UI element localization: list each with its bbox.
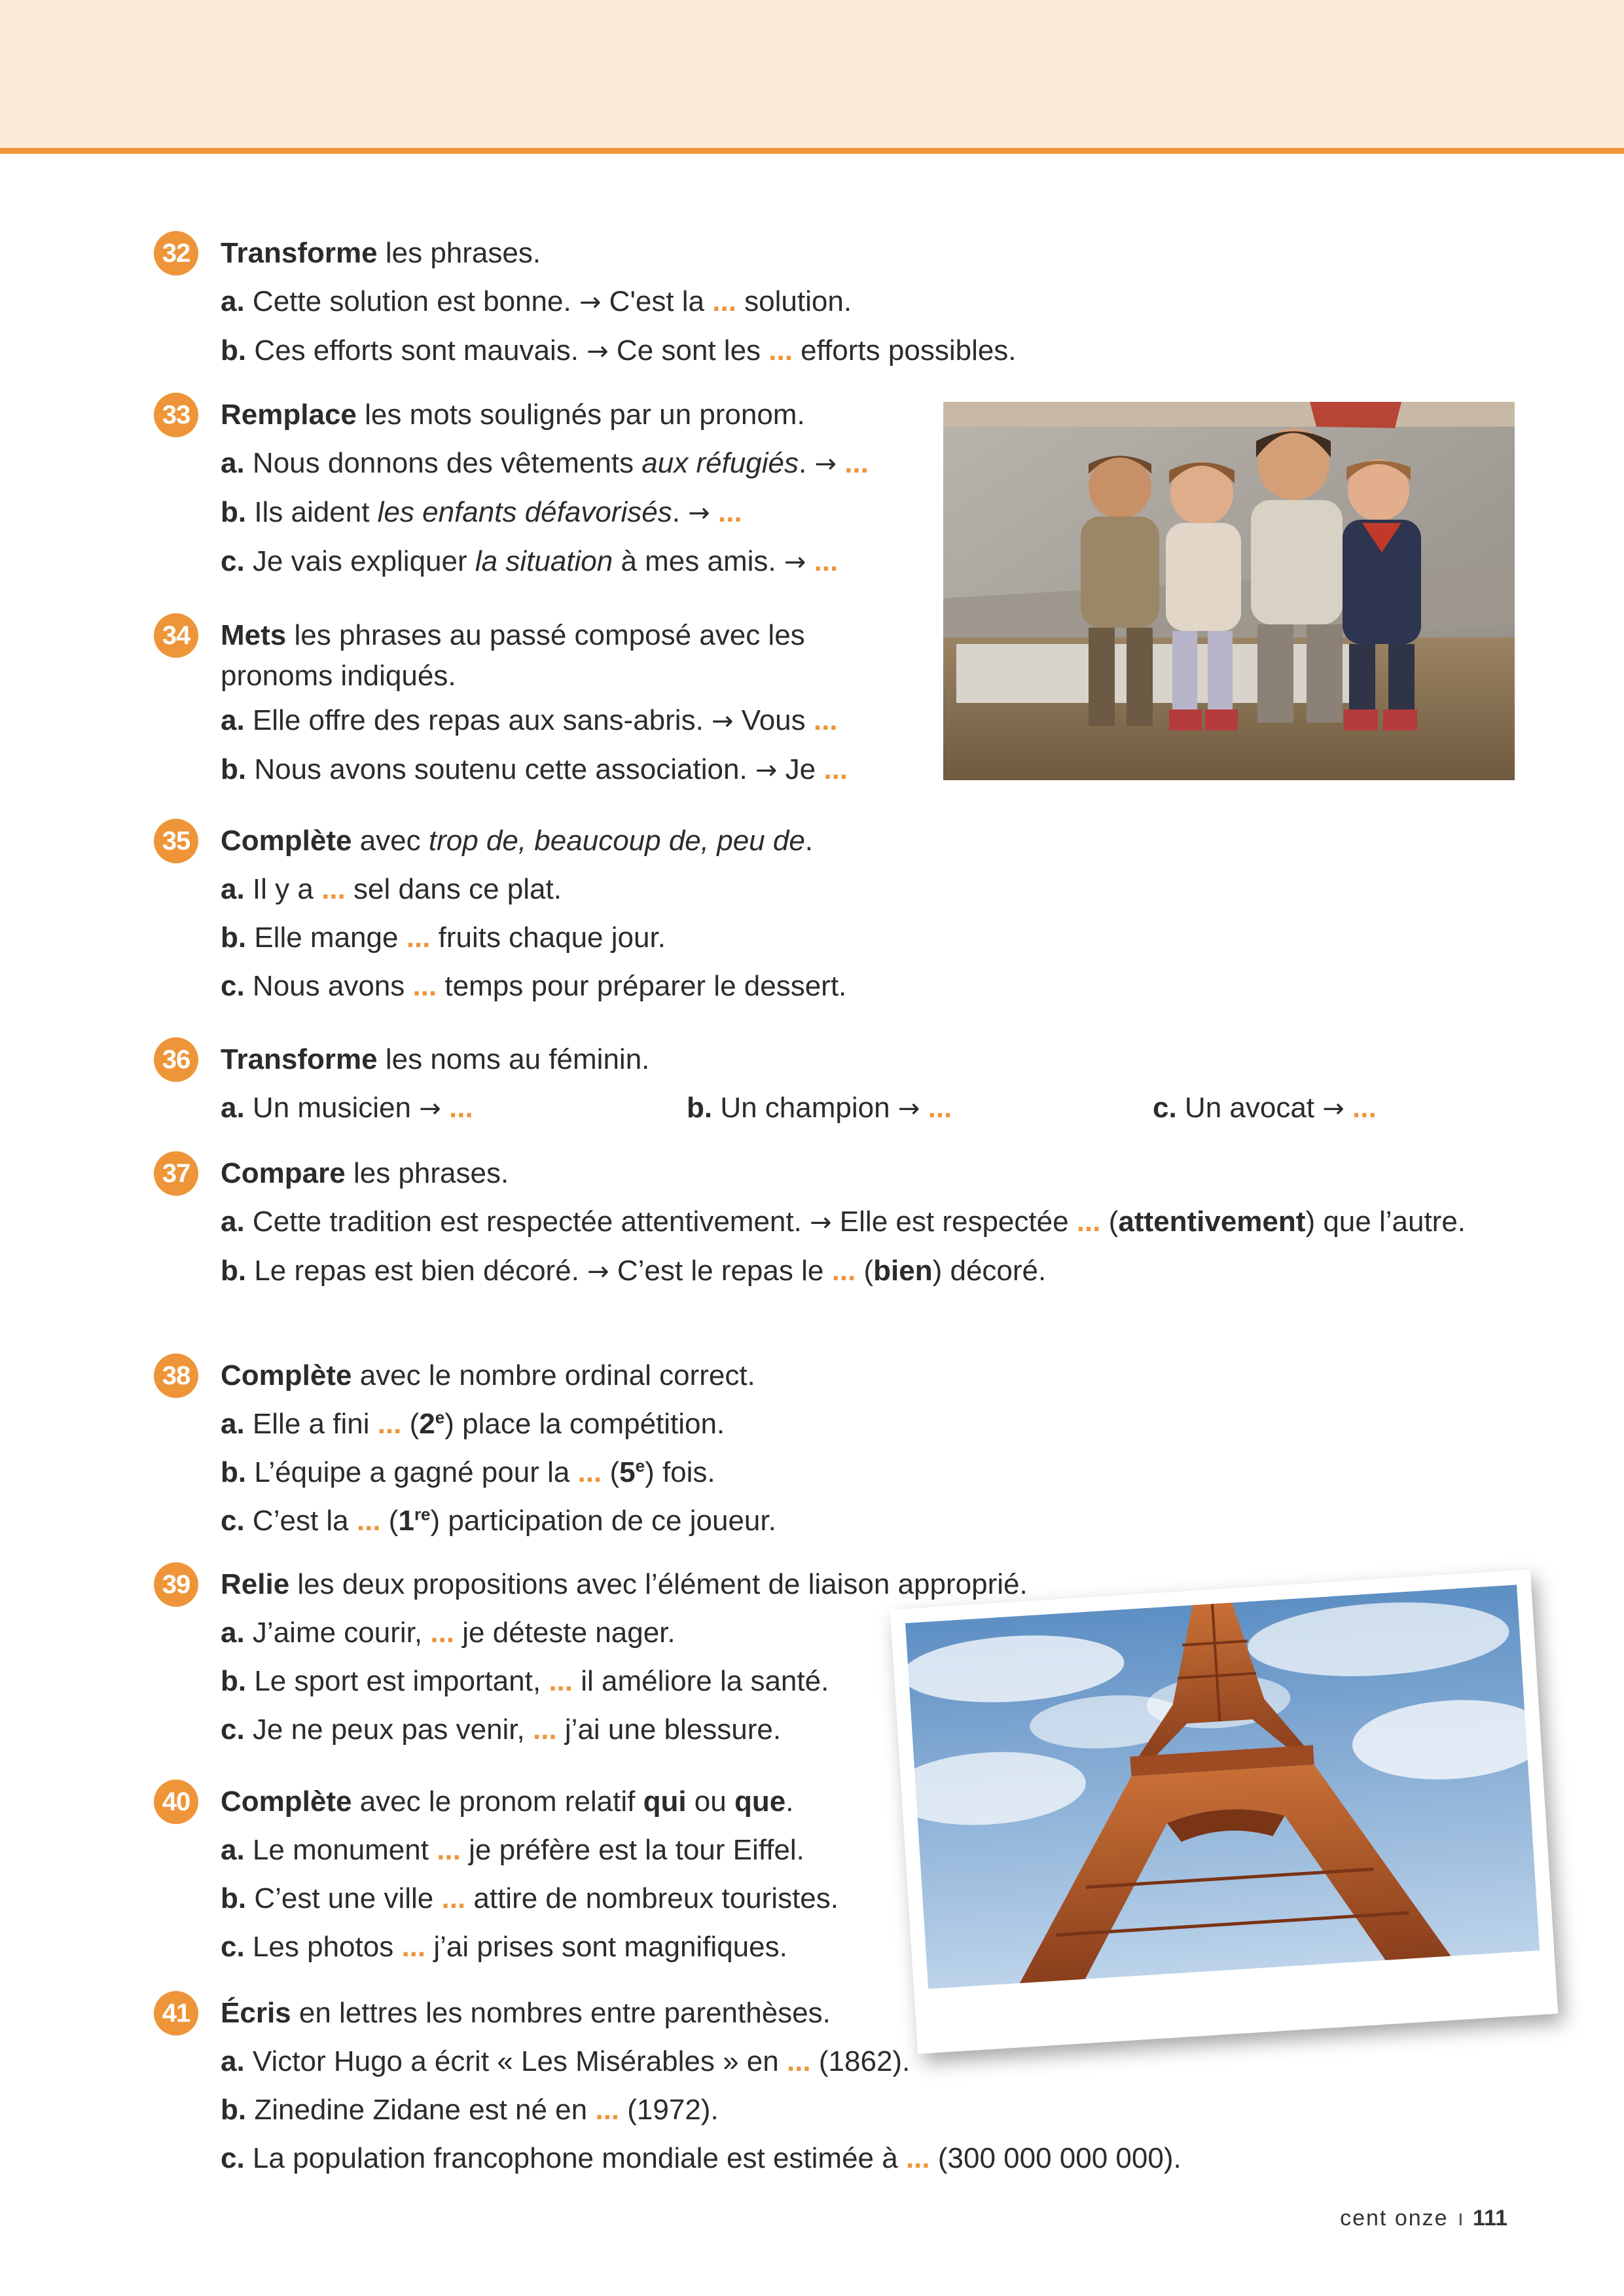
exercise-number: 33 — [154, 393, 198, 437]
exercise-instruction: 39 Relie les deux propositions avec l’élément de liaison approprié. — [154, 1560, 1028, 1609]
exercise-item: c. Je ne peux pas venir, ... j’ai une blessure. — [221, 1713, 782, 1746]
exercise-instruction: 38 Complète avec le nombre ordinal correct. — [154, 1352, 776, 1400]
blank-dots: ... — [406, 922, 431, 954]
exercise-instruction: 35 Complète avec trop de, beaucoup de, peu de. — [154, 817, 846, 865]
exercise-number: 34 — [154, 613, 198, 658]
exercise-item: a. Cette solution est bonne. → C'est la ... solution. — [221, 285, 852, 317]
blank-dots: ... — [928, 1092, 952, 1124]
exercise-item: c. Un avocat → ... — [1153, 1092, 1377, 1124]
blank-dots: ... — [577, 1456, 602, 1488]
exercise-34 — [154, 611, 848, 795]
exercise-item: a. Un musicien → ... — [221, 1092, 473, 1124]
blank-dots: ... — [412, 970, 437, 1002]
exercise-item: a. J’aime courir, ... je déteste nager. — [221, 1617, 676, 1649]
arrow-icon: → — [784, 547, 806, 577]
arrow-icon: → — [579, 287, 602, 317]
exercise-36 — [154, 1035, 1619, 1133]
page-number: 111 — [1473, 2206, 1507, 2231]
exercise-32 — [154, 229, 1017, 376]
exercise-item: b. Ils aident les enfants défavorisés. → ... — [221, 496, 742, 528]
blank-dots: ... — [441, 1882, 466, 1914]
blank-dots: ... — [595, 2094, 620, 2126]
blank-dots: ... — [1076, 1206, 1101, 1238]
arrow-icon: → — [755, 755, 778, 785]
blank-dots: ... — [831, 1255, 856, 1287]
eiffel-tower-photo — [890, 1570, 1559, 2054]
blank-dots: ... — [844, 447, 869, 479]
blank-dots: ... — [712, 285, 736, 317]
instruction-verb: Compare — [221, 1157, 346, 1189]
exercise-item: c. Nous avons ... temps pour préparer le dessert. — [221, 970, 847, 1002]
blank-dots: ... — [449, 1092, 473, 1124]
exercise-instruction: 40 Complète avec le pronom relatif qui ou que. — [154, 1778, 839, 1826]
exercise-number: 37 — [154, 1151, 198, 1196]
arrow-icon: → — [587, 1257, 609, 1287]
blank-dots: ... — [549, 1665, 573, 1697]
arrow-icon: → — [1322, 1094, 1344, 1124]
exercise-item: c. La population francophone mondiale est estimée à ... (300 000 000 000). — [221, 2142, 1182, 2174]
exercise-item: b. Un champion → ... — [687, 1092, 952, 1124]
exercise-number: 32 — [154, 231, 198, 276]
arrow-icon: → — [586, 336, 609, 367]
exercise-number: 36 — [154, 1037, 198, 1082]
blank-dots: ... — [377, 1408, 402, 1440]
exercise-41 — [154, 1989, 1182, 2183]
exercise-number: 35 — [154, 819, 198, 863]
blank-dots: ... — [401, 1931, 426, 1963]
exercise-item: a. Le monument ... je préfère est la tour Eiffel. — [221, 1834, 804, 1866]
page-number-words: cent onze — [1340, 2206, 1449, 2231]
exercise-40 — [154, 1778, 839, 1971]
exercise-instruction: 32 Transforme les phrases. — [154, 229, 1017, 278]
arrow-icon: → — [814, 449, 837, 479]
children-photo — [943, 402, 1515, 780]
instruction-verb: Complète — [221, 1785, 352, 1818]
exercise-number: 41 — [154, 1991, 198, 2036]
exercise-item: a. Il y a ... sel dans ce plat. — [221, 873, 562, 905]
footer-separator: ı — [1457, 2206, 1464, 2231]
blank-dots: ... — [532, 1713, 557, 1746]
exercise-instruction: 33 Remplace les mots soulignés par un pronom. — [154, 391, 869, 439]
blank-dots: ... — [321, 873, 346, 905]
exercise-item: a. Cette tradition est respectée attentivement. → Elle est respectée ... (attentivement) que l’autre. — [221, 1206, 1466, 1238]
page-footer — [1340, 2206, 1507, 2231]
blank-dots: ... — [786, 2045, 811, 2077]
exercise-37 — [154, 1149, 1496, 1296]
exercise-instruction: 37 Compare les phrases. — [154, 1149, 1496, 1198]
exercise-item: a. Victor Hugo a écrit « Les Misérables » en ... (1862). — [221, 2045, 911, 2077]
header-band — [0, 0, 1624, 154]
exercise-35 — [154, 817, 846, 1011]
exercise-33 — [154, 391, 869, 586]
exercise-38 — [154, 1352, 776, 1545]
exercise-item: b. Nous avons soutenu cette association. → Je ... — [221, 753, 848, 785]
exercise-item: b. Elle mange ... fruits chaque jour. — [221, 922, 666, 954]
blank-dots: ... — [768, 334, 793, 367]
exercise-item: b. Ces efforts sont mauvais. → Ce sont les ... efforts possibles. — [221, 334, 1017, 367]
instruction-verb: Complète — [221, 1359, 352, 1391]
blank-dots: ... — [356, 1505, 381, 1537]
arrow-icon: → — [897, 1094, 920, 1124]
exercise-number: 38 — [154, 1354, 198, 1398]
blank-dots: ... — [814, 545, 839, 577]
blank-dots: ... — [905, 2142, 930, 2174]
exercise-instruction: 34 Mets les phrases au passé composé avec les pronoms indiqués. — [154, 611, 848, 696]
exercise-item: b. L’équipe a gagné pour la ... (5e) fois. — [221, 1456, 715, 1488]
instruction-verb: Mets — [221, 619, 287, 651]
exercise-item: a. Elle a fini ... (2e) place la compétition. — [221, 1407, 725, 1440]
instruction-verb: Remplace — [221, 399, 357, 431]
exercise-instruction: 36 Transforme les noms au féminin. — [154, 1035, 1619, 1084]
arrow-icon: → — [419, 1094, 441, 1124]
exercise-instruction: 41 Écris en lettres les nombres entre parenthèses. — [154, 1989, 1182, 2037]
blank-dots: ... — [437, 1834, 461, 1866]
instruction-verb: Relie — [221, 1568, 290, 1600]
exercise-item: b. Le repas est bien décoré. → C’est le repas le ... (bien) décoré. — [221, 1255, 1047, 1287]
exercise-number: 40 — [154, 1780, 198, 1824]
exercise-item: b. Le sport est important, ... il améliore la santé. — [221, 1665, 829, 1697]
blank-dots: ... — [823, 753, 848, 785]
instruction-verb: Complète — [221, 825, 352, 857]
exercise-item: a. Elle offre des repas aux sans-abris. → Vous ... — [221, 704, 838, 736]
exercise-item: a. Nous donnons des vêtements aux réfugiés. → ... — [221, 447, 869, 479]
arrow-icon: → — [688, 498, 710, 528]
arrow-icon: → — [712, 706, 734, 736]
exercise-item: c. C’est la ... (1re) participation de ce joueur. — [221, 1504, 776, 1537]
exercise-item: c. Les photos ... j’ai prises sont magnifiques. — [221, 1931, 787, 1963]
arrow-icon: → — [810, 1208, 832, 1238]
exercise-item: c. Je vais expliquer la situation à mes amis. → ... — [221, 545, 839, 577]
exercise-number: 39 — [154, 1562, 198, 1607]
exercise-item: b. Zinedine Zidane est né en ... (1972). — [221, 2094, 719, 2126]
blank-dots: ... — [430, 1617, 455, 1649]
instruction-verb: Transforme — [221, 237, 378, 269]
blank-dots: ... — [717, 496, 742, 528]
instruction-verb: Transforme — [221, 1043, 378, 1075]
exercise-item: b. C’est une ville ... attire de nombreux touristes. — [221, 1882, 839, 1914]
blank-dots: ... — [1352, 1092, 1377, 1124]
blank-dots: ... — [813, 704, 838, 736]
instruction-verb: Écris — [221, 1997, 291, 2029]
